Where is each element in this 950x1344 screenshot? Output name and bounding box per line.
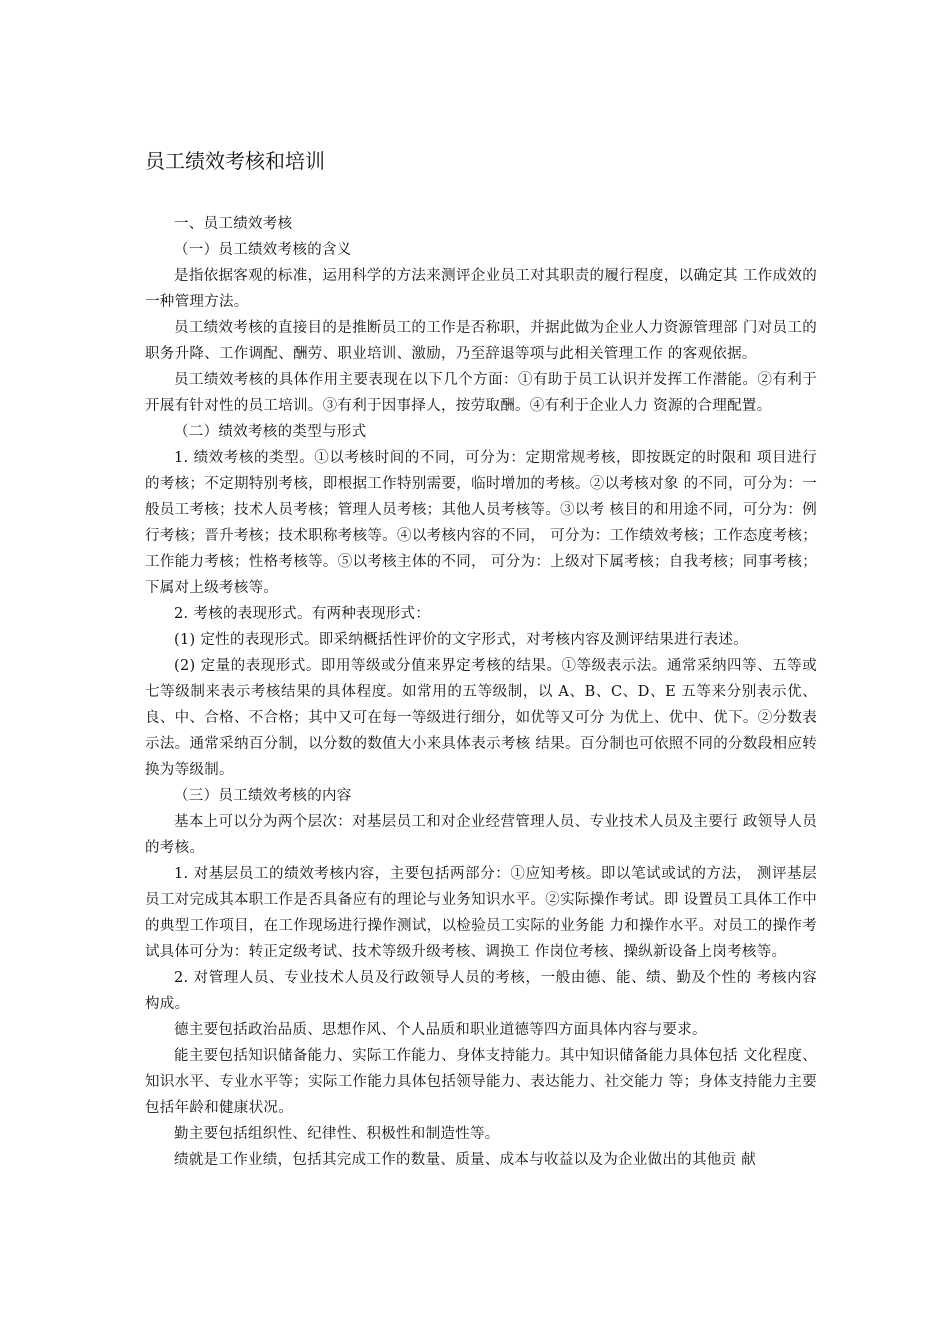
paragraph: 勤主要包括组织性、纪律性、积极性和制造性等。 [174,1126,500,1142]
heading-section-1: （一）员工绩效考核的含义 [174,242,352,258]
paragraph: 1. 绩效考核的类型。①以考核时间的不同，可分为：定期常规考核，即按既定的时限和 项目进行的考核；不定期特别考核，即根据工作特别需要，临时增加的考核。②以考核对象 的不同，可分为：一般员工考核；技术人员考核；管理人员考核；其他人员考核等。③以考 核目的和用途不同，可分为：例行考核；晋升考核；技术职称考核等。④以考核内容的不同， 可分为：工作绩效考核；工作态度考核；工作能力考核；性格考核等。⑤以考核主体的不同， 可分为：上级对下属考核；自我考核；同事考核；下属对上级考核等。 [145,450,817,596]
paragraph: 绩就是工作业绩，包括其完成工作的数量、质量、成本与收益以及为企业做出的其他贡 献 [174,1152,757,1168]
paragraph: (1) 定性的表现形式。即采纳概括性评价的文字形式，对考核内容及测评结果进行表述。 [174,632,748,648]
heading-level-1: 一、员工绩效考核 [174,216,293,232]
document-body [145,211,817,1173]
paragraph: 2. 考核的表现形式。有两种表现形式： [174,606,431,622]
paragraph: 能主要包括知识储备能力、实际工作能力、身体支持能力。其中知识储备能力具体包括 文化程度、知识水平、专业水平等；实际工作能力具体包括领导能力、表达能力、社交能力 等；身体支持能力主要包括年龄和健康状况。 [145,1048,817,1116]
paragraph: 基本上可以分为两个层次：对基层员工和对企业经营管理人员、专业技术人员及主要行 政领导人员的考核。 [145,814,817,856]
heading-section-2: （二）绩效考核的类型与形式 [174,424,367,440]
paragraph: 德主要包括政治品质、思想作风、个人品质和职业道德等四方面具体内容与要求。 [174,1022,707,1038]
paragraph: 2. 对管理人员、专业技术人员及行政领导人员的考核，一般由德、能、绩、勤及个性的 考核内容构成。 [145,970,817,1012]
paragraph: 1. 对基层员工的绩效考核内容，主要包括两部分：①应知考核。即以笔试或试的方法， 测评基层员工对完成其本职工作是否具备应有的理论与业务知识水平。②实际操作考试。即 设置员工具体工作中的典型工作项目，在工作现场进行操作测试，以检验员工实际的业务能 力和操作水平。对员工的操作考试具体可分为：转正定级考试、技术等级升级考核、调换工 作岗位考核、操纵新设备上岗考核等。 [145,866,817,960]
paragraph: (2) 定量的表现形式。即用等级或分值来界定考核的结果。①等级表示法。通常采纳四等、五等或七等级制来表示考核结果的具体程度。如常用的五等级制，以 A、B、C、D、E 五等来分别表示优、良、中、合格、不合格；其中又可在每一等级进行细分，如优等又可分 为优上、优中、优下。②分数表示法。通常采纳百分制，以分数的数值大小来具体表示考核 结果。百分制也可依照不同的分数段相应转换为等级制。 [145,658,817,778]
paragraph: 是指依据客观的标准，运用科学的方法来测评企业员工对其职责的履行程度，以确定其 工作成效的一种管理方法。 [145,268,817,310]
paragraph: 员工绩效考核的具体作用主要表现在以下几个方面：①有助于员工认识并发挥工作潜能。②有利于开展有针对性的员工培训。③有利于因事择人，按劳取酬。④有利于企业人力 资源的合理配置。 [145,372,817,414]
heading-section-3: （三）员工绩效考核的内容 [174,788,352,804]
paragraph: 员工绩效考核的直接目的是推断员工的工作是否称职，并据此做为企业人力资源管理部 门对员工的职务升降、工作调配、酬劳、职业培训、激励，乃至辞退等项与此相关管理工作 的客观依据。 [145,320,817,362]
document-title: 员工绩效考核和培训 [145,149,325,173]
